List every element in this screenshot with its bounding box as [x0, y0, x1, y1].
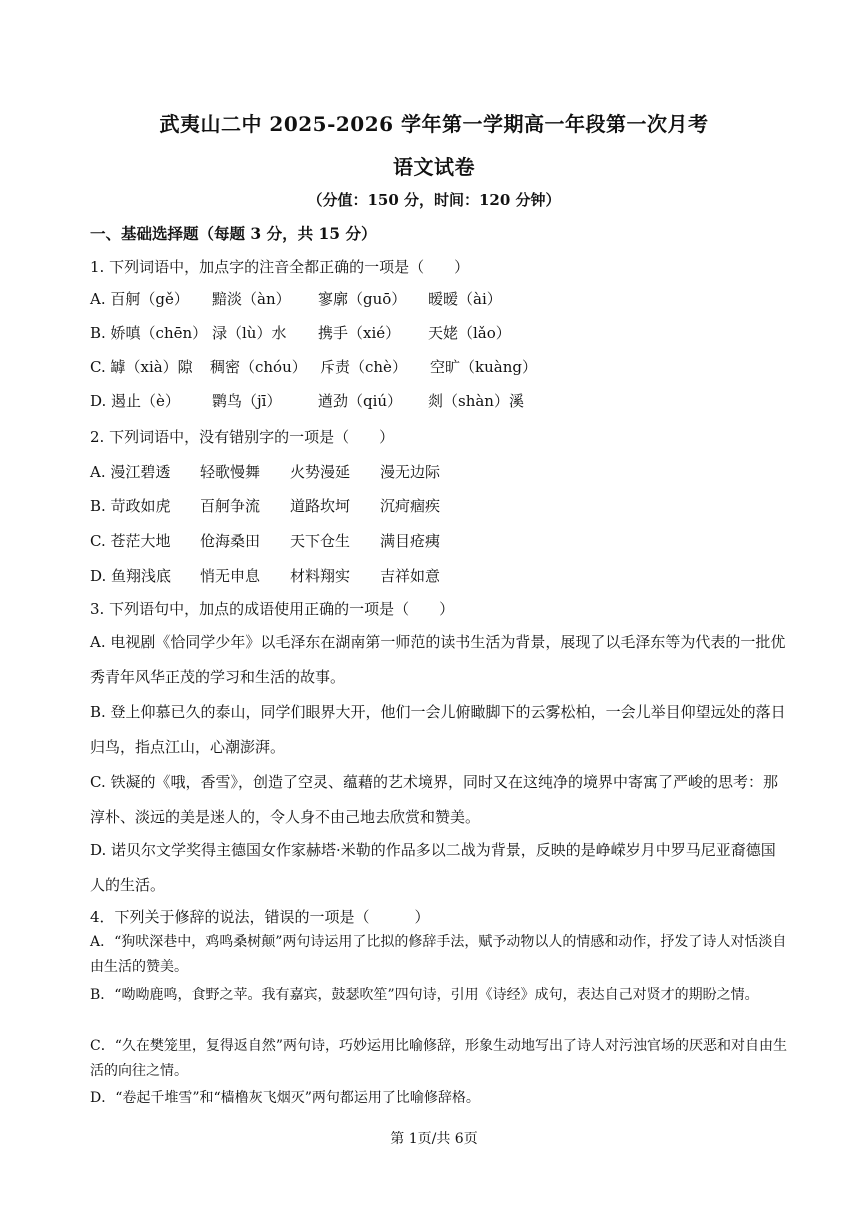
option-cell: 渌（lù）水 — [212, 324, 287, 342]
option-cell: 携手（xié） — [318, 324, 401, 342]
question-3-stem: 3. 下列语句中，加点的成语使用正确的一项是（ ） — [90, 600, 455, 618]
option-cell: 火势漫延 — [290, 463, 351, 481]
option-cell: 满目疮痍 — [380, 532, 441, 550]
score-time-info: （分值：150 分，时间：120 分钟） — [307, 191, 561, 209]
option-cell: 材料翔实 — [290, 567, 351, 585]
option-cell: 沉疴痼疾 — [380, 497, 441, 515]
option-cell: A. 百舸（gě） — [90, 290, 189, 308]
option-cell: 悄无申息 — [200, 567, 261, 585]
question-2-stem: 2. 下列词语中，没有错别字的一项是（ ） — [90, 428, 395, 446]
option-cell: 鹮鸟（jī） — [212, 392, 282, 410]
option-cell: 道路坎坷 — [290, 497, 351, 515]
option-cell: C. 苍茫大地 — [90, 532, 171, 550]
question-3-option-d: D. 诺贝尔文学奖得主德国女作家赫塔·米勒的作品多以二战为背景，反映的是峥嵘岁月中罗马尼亚裔德国人的生活。 — [90, 841, 776, 894]
option-cell: 天下仓生 — [290, 532, 351, 550]
option-cell: 轻歌慢舞 — [200, 463, 261, 481]
option-cell: B. 苛政如虎 — [90, 497, 171, 515]
exam-title: 武夷山二中 2025-2026 学年第一学期高一年段第一次月考 — [159, 112, 709, 136]
question-1-stem: 1. 下列词语中，加点字的注音全都正确的一项是（ ） — [90, 258, 470, 276]
option-cell: 漫无边际 — [380, 463, 441, 481]
option-cell: 吉祥如意 — [380, 567, 441, 585]
option-cell: C. 罅（xià）隙 — [90, 358, 193, 376]
question-4-option-a: A．“狗吠深巷中，鸡鸣桑树颠”两句诗运用了比拟的修辞手法，赋予动物以人的情感和动作，抒发了诗人对恬淡自由生活的赞美。 — [90, 934, 787, 975]
option-cell: 暧暧（ài） — [428, 290, 502, 308]
question-3-option-a: A. 电视剧《恰同学少年》以毛泽东在湖南第一师范的读书生活为背景，展现了以毛泽东等为代表的一批优秀青年风华正茂的学习和生活的故事。 — [90, 633, 786, 686]
option-cell: 斥责（chè） — [320, 358, 407, 376]
question-3-option-b: B. 登上仰慕已久的泰山，同学们眼界大开，他们一会儿俯瞰脚下的云雾松柏，一会儿举目仰望远处的落日归鸟，指点江山，心潮澎湃。 — [90, 703, 786, 756]
question-4-option-b: B．“呦呦鹿鸣，食野之苹。我有嘉宾，鼓瑟吹笙”四句诗，引用《诗经》成句，表达自己对贤才的期盼之情。 — [90, 987, 759, 1003]
page-number: 第 1页/共 6页 — [390, 1131, 478, 1147]
question-4-option-c: C．“久在樊笼里，复得返自然”两句诗，巧妙运用比喻修辞，形象生动地写出了诗人对污浊官场的厌恶和对自由生活的向往之情。 — [90, 1038, 788, 1079]
question-3-option-c: C. 铁凝的《哦，香雪》，创造了空灵、蕴藉的艺术境界，同时又在这纯净的境界中寄寓了严峻的思考：那淳朴、淡远的美是迷人的，令人身不由己地去欣赏和赞美。 — [90, 773, 778, 826]
section-heading: 一、基础选择题（每题 3 分，共 15 分） — [90, 224, 377, 243]
option-cell: 百舸争流 — [200, 497, 261, 515]
option-cell: 寥廓（guō） — [318, 290, 407, 308]
option-cell: 稠密（chóu） — [210, 358, 307, 376]
option-cell: 空旷（kuàng） — [430, 358, 537, 376]
option-cell: 伧海桑田 — [200, 532, 261, 550]
option-cell: 遒劲（qiú） — [318, 392, 403, 410]
option-cell: 天姥（lǎo） — [428, 324, 511, 342]
question-4-option-d: D．“卷起千堆雪”和“樯橹灰飞烟灭”两句都运用了比喻修辞格。 — [90, 1090, 480, 1106]
option-cell: D. 遏止（è） — [90, 392, 180, 410]
question-4-stem: 4．下列关于修辞的说法，错误的一项是（ ） — [90, 908, 430, 926]
option-cell: 黯淡（àn） — [212, 290, 291, 308]
option-cell: A. 漫江碧透 — [90, 463, 171, 481]
exam-subject: 语文试卷 — [393, 155, 475, 179]
option-cell: 剡（shàn）溪 — [428, 392, 524, 410]
option-cell: D. 鱼翔浅底 — [90, 567, 172, 585]
option-cell: B. 娇嗔（chēn） — [90, 324, 208, 342]
